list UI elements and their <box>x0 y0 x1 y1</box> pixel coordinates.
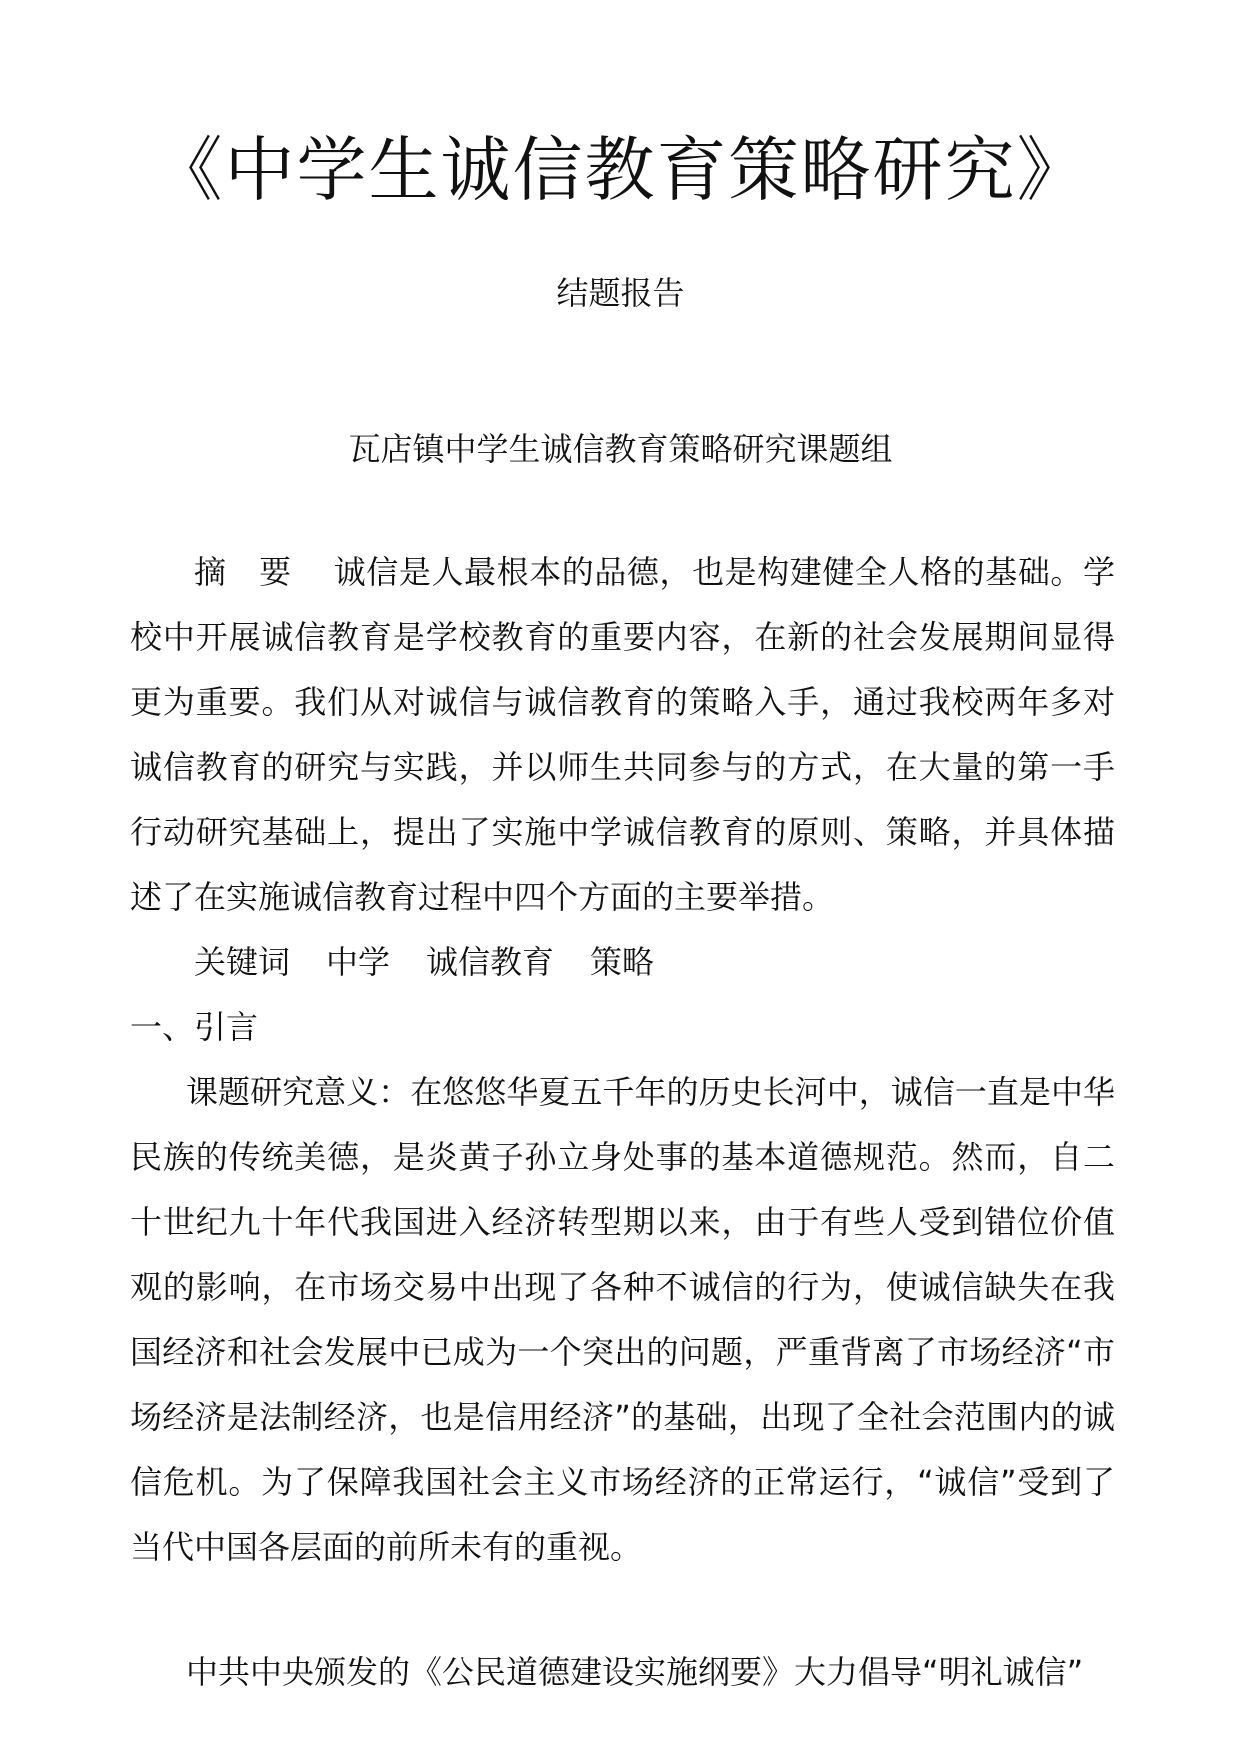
abstract-paragraph <box>130 540 1115 930</box>
keywords-label: 关键词 <box>194 943 291 981</box>
keywords-line <box>130 930 1179 995</box>
body-paragraph: 中共中央颁发的《公民道德建设实施纲要》大力倡导“明礼诚信” <box>186 1653 1084 1691</box>
keyword-item: 策略 <box>590 943 655 981</box>
research-group: 瓦店镇中学生诚信教育策略研究课题组 <box>348 430 893 468</box>
keyword-item: 中学 <box>326 943 391 981</box>
document-subtitle: 结题报告 <box>556 274 685 312</box>
document-title: 《中学生诚信教育策略研究》 <box>152 129 1089 211</box>
abstract-text: 诚信是人最根本的品德，也是构建健全人格的基础。学校中开展诚信教育是学校教育的重要内容，在新的社会发展期间显得更为重要。我们从对诚信与诚信教育的策略入手，通过我校两年多对诚信教育的研究与实践，并以师生共同参与的方式，在大量的第一手行动研究基础上，提出了实施中学诚信教育的原则、策略，并具体描述了在实施诚信教育过程中四个方面的主要举措。 <box>130 553 1115 916</box>
body-paragraph: 课题研究意义：在悠悠华夏五千年的历史长河中，诚信一直是中华民族的传统美德，是炎黄子孙立身处事的基本道德规范。然而，自二十世纪九十年代我国进入经济转型期以来，由于有些人受到错位价值观的影响，在市场交易中出现了各种不诚信的行为，使诚信缺失在我国经济和社会发展中已成为一个突出的问题，严重背离了市场经济“市场经济是法制经济，也是信用经济”的基础，出现了全社会范围内的诚信危机。为了保障我国社会主义市场经济的正常运行，“诚信”受到了当代中国各层面的前所未有的重视。 <box>130 1073 1115 1566</box>
section-heading: 一、引言 <box>130 1008 259 1046</box>
abstract-label: 摘 要 <box>194 553 292 591</box>
keyword-item: 诚信教育 <box>426 943 555 981</box>
